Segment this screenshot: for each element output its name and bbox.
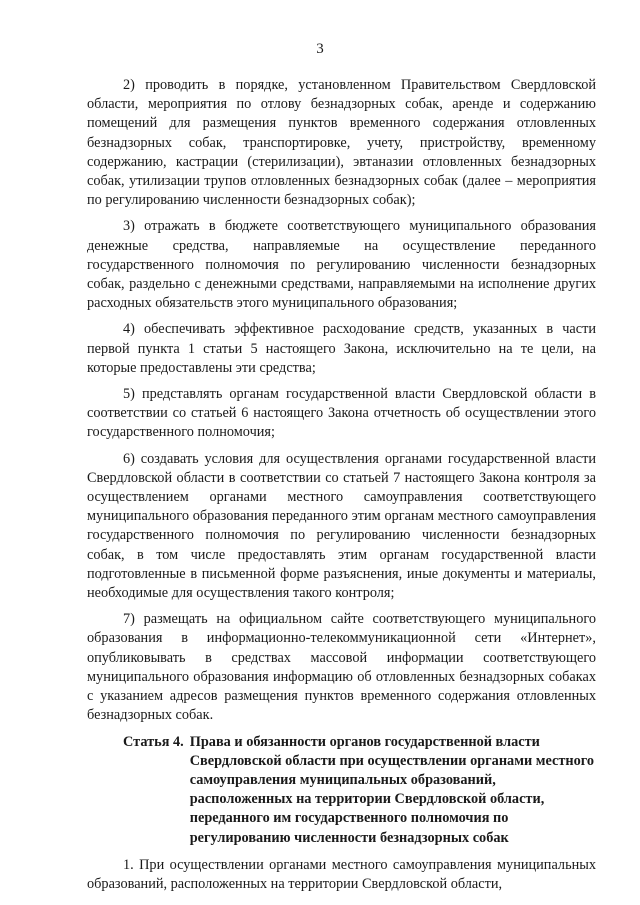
- list-item-3: 3) отражать в бюджете соответствующего муниципального образования денежные средства, направляемые на осуществление переданного государственного полномочия по регулированию численности безнадзорных собак, раздельно с денежными средствами, направляемыми на исполнение других расходных обязательств этого муниципального образования;: [87, 218, 596, 312]
- article-heading: [87, 733, 596, 848]
- article-paragraph-1: 1. При осуществлении органами местного самоуправления муниципальных образований, расположенных на территории Свердловской области,: [87, 856, 596, 892]
- list-item-5: 5) представлять органам государственной власти Свердловской области в соответствии со статьей 6 настоящего Закона отчетность об осуществлении этого государственного полномочия;: [87, 386, 596, 441]
- article-title: Права и обязанности органов государственной власти Свердловской области при осуществлении органами местного самоуправления муниципальных образований, расположенных на территории Свердловской области, переданного им государственного полномочия по регулированию численности безнадзорных собак: [189, 733, 595, 846]
- list-item-6: 6) создавать условия для осуществления органами государственной власти Свердловской области в соответствии со статьей 7 настоящего Закона контроля за осуществлением органами местного самоуправления соответствующего муниципального образования переданного этим органам местного самоуправления государственного полномочия по регулированию численности безнадзорных собак, в том числе предоставлять этим органам государственной власти подготовленные в письменной форме разъяснения, иные документы и материалы, необходимые для осуществления такого контроля;: [87, 450, 596, 602]
- list-item-4: 4) обеспечивать эффективное расходование средств, указанных в части первой пункта 1 статьи 5 настоящего Закона, исключительно на те цели, на которые предоставлены эти средства;: [87, 321, 596, 376]
- list-item-2: 2) проводить в порядке, установленном Правительством Свердловской области, мероприятия по отлову безнадзорных собак, аренде и содержанию помещений для размещения пунктов временного содержания отловленных безнадзорных собак, транспортировке, учету, пристройству, временному содержанию, кастрации (стерилизации), эвтаназии отловленных безнадзорных собак, утилизации трупов отловленных безнадзорных собак (далее – мероприятия по регулированию численности безнадзорных собак);: [87, 77, 596, 209]
- article-label: Статья 4.: [123, 733, 184, 750]
- document-body: [87, 76, 596, 901]
- list-item-7: 7) размещать на официальном сайте соответствующего муниципального образования в информационно-телекоммуникационной сети «Интернет», опубликовывать в средствах массовой информации соответствующего муниципального образования информацию об отловленных безнадзорных собаках с указанием адресов размещения пунктов временного содержания отловленных безнадзорных собак.: [87, 611, 596, 724]
- page-number: 3: [316, 41, 324, 57]
